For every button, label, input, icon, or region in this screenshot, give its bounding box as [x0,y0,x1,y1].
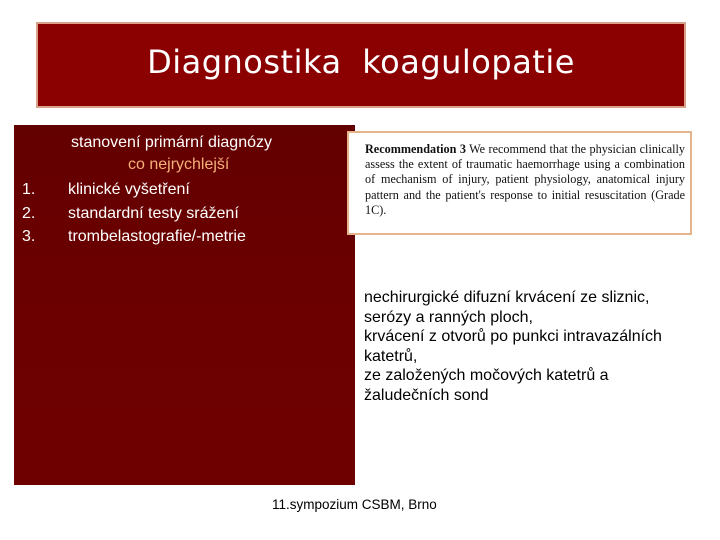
list-item-label: klinické vyšetření [68,181,190,198]
list-item-label: standardní testy srážení [68,205,239,222]
list-item-number: 1. [22,181,36,198]
body-line: žaludečních sond [364,386,489,404]
bleeding-description [364,288,704,406]
recommendation-box [347,131,692,235]
body-line: ze založených močových katetrů a [364,367,609,385]
recommendation-body: We recommend that the physician clinically assess the extent of traumatic haemorrhage using a combination of mechanism of injury, patient physiology, anatomical injury pattern and the patient's response to initial resuscitation (Grade 1C). [365,142,685,217]
left-panel [14,125,355,485]
list-item-number: 3. [22,228,36,245]
body-line: krvácení z otvorů po punkci intravazálních [364,328,662,346]
list-item-number: 2. [22,205,36,222]
title-box [36,22,686,108]
panel-heading-line2: co nejrychlejší [128,156,230,173]
recommendation-label: Recommendation 3 [365,142,466,156]
recommendation-text [365,142,685,218]
slide-title: Diagnostika koagulopatie [147,43,575,81]
body-line: nechirurgické difuzní krvácení ze sliznic, [364,289,650,306]
list-item-label: trombelastografie/-metrie [68,228,246,245]
footer-text: 11.sympozium CSBM, Brno [272,497,437,512]
body-line: katetrů, [364,347,418,365]
panel-heading-line1: stanovení primární diagnózy [71,134,272,151]
body-line: serózy a ranných ploch, [364,308,533,326]
